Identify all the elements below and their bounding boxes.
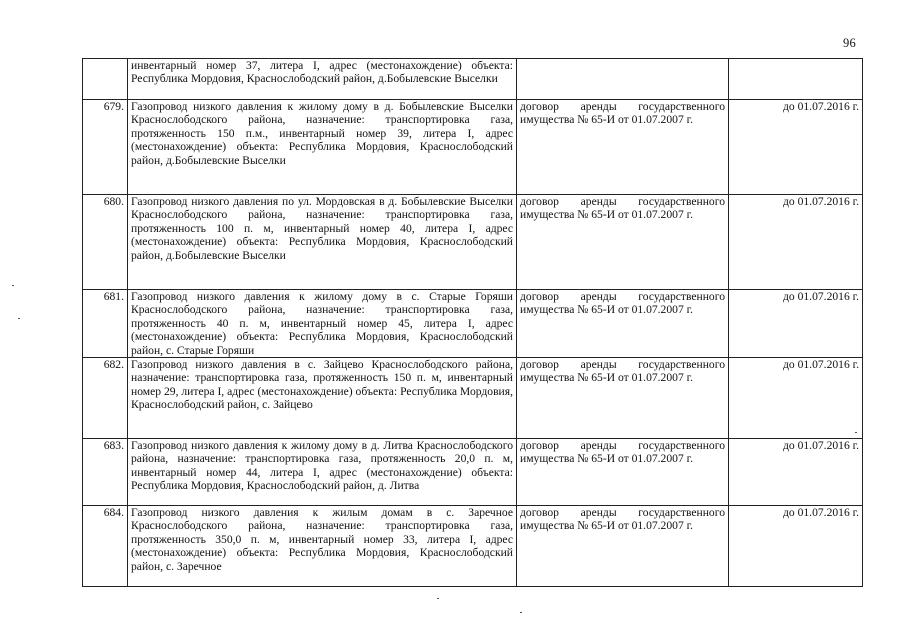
contract-cell: договор аренды государственного имущества № 65-И от 01.07.2007 г. (517, 358, 729, 439)
contract-cell: договор аренды государственного имущества № 65-И от 01.07.2007 г. (517, 439, 729, 506)
object-description-cell: Газопровод низкого давления к жилому дому в д. Литва Краснослободского района, назначение: транспортировка газа, протяженность 20,0 п. м, инвентарный номер 44, литера I, адрес (местонахождение) объекта: Республика Мордовия, Краснослободский район, д. Литва (128, 439, 517, 506)
term-cell: до 01.07.2016 г. (729, 358, 863, 439)
scan-speck (520, 612, 522, 613)
table-row (83, 195, 863, 290)
row-number-cell: 683. (83, 439, 128, 506)
term-cell: до 01.07.2016 г. (729, 195, 863, 290)
contract-cell: договор аренды государственного имущества № 65-И от 01.07.2007 г. (517, 100, 729, 195)
table-row (83, 59, 863, 100)
row-number-cell (83, 59, 128, 100)
object-description-cell: Газопровод низкого давления к жилым домам в с. Заречное Краснослободского района, назначение: транспортировка газа, протяженность 350,0 п. м, инвентарный номер 33, литера I, адрес (местонахождение) объекта: Республика Мордовия, Краснослободский район, с. Заречное (128, 506, 517, 587)
term-cell: до 01.07.2016 г. (729, 290, 863, 358)
scan-speck (18, 318, 20, 319)
row-number-cell: 682. (83, 358, 128, 439)
object-description-cell: Газопровод низкого давления к жилому дому в с. Старые Горяши Краснослободского района, назначение: транспортировка газа, протяженность 40 п. м, инвентарный номер 45, литера I, адрес (местонахождение) объекта: Республика Мордовия, Краснослободский район, с. Старые Горяши (128, 290, 517, 358)
row-number-cell: 684. (83, 506, 128, 587)
table-row (83, 358, 863, 439)
table-row (83, 506, 863, 587)
table-row (83, 100, 863, 195)
table-row (83, 439, 863, 506)
term-cell (729, 59, 863, 100)
object-description-cell: Газопровод низкого давления в с. Зайцево Краснослободского района, назначение: транспортировка газа, протяженность 150 п. м, инвентарный номер 29, литера I, адрес (местонахождение) объекта: Республика Мордовия, Краснослободский район, с. Зайцево (128, 358, 517, 439)
scan-speck (855, 432, 857, 433)
contract-cell (517, 59, 729, 100)
scan-speck (437, 598, 439, 599)
row-number-cell: 679. (83, 100, 128, 195)
term-cell: до 01.07.2016 г. (729, 100, 863, 195)
object-description-cell: Газопровод низкого давления к жилому дому в д. Бобылевские Выселки Краснослободского района, назначение: транспортировка газа, протяженность 150 п.м., инвентарный номер 39, литера I, адрес (местонахождение) объекта: Республика Мордовия, Краснослободский район, д.Бобылевские Выселки (128, 100, 517, 195)
term-cell: до 01.07.2016 г. (729, 506, 863, 587)
property-registry-table (82, 58, 863, 587)
contract-cell: договор аренды государственного имущества № 65-И от 01.07.2007 г. (517, 506, 729, 587)
row-number-cell: 681. (83, 290, 128, 358)
contract-cell: договор аренды государственного имущества № 65-И от 01.07.2007 г. (517, 195, 729, 290)
object-description-cell: инвентарный номер 37, литера I, адрес (местонахождение) объекта: Республика Мордовия, Краснослободский район, д.Бобылевские Выселки (128, 59, 517, 100)
scan-speck (12, 285, 14, 286)
object-description-cell: Газопровод низкого давления по ул. Мордовская в д. Бобылевские Выселки Краснослободского района, назначение: транспортировка газа, протяженность 100 п. м, инвентарный номер 40, литера I, адрес (местонахождение) объекта: Республика Мордовия, Краснослободский район, д.Бобылевские Выселки (128, 195, 517, 290)
contract-cell: договор аренды государственного имущества № 65-И от 01.07.2007 г. (517, 290, 729, 358)
page-number: 96 (843, 36, 856, 50)
table-row (83, 290, 863, 358)
term-cell: до 01.07.2016 г. (729, 439, 863, 506)
row-number-cell: 680. (83, 195, 128, 290)
